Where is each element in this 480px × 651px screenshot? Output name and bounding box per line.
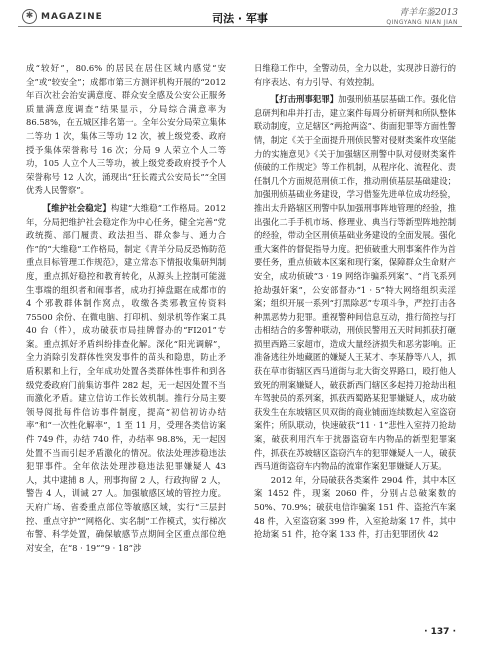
left-column <box>26 62 226 555</box>
publication-header <box>386 5 458 26</box>
section-heading: 【维护社会稳定】 <box>42 202 111 213</box>
right-column <box>254 62 456 542</box>
paragraph-body: 构建“大维稳”工作格局。2012 年，分局把维护社会稳定作为中心任务，健全完善“党政统揽、部门履责、政法担当、群众参与、通力合作”的“大维稳”工作格局，制定《青羊分局反恐怖防范重点目标管理工作规范》，建立常态下情报收集研判制度，重点抓好稳控和教育转化，从源头上控制可能滋生事端的组织者和闹事者，成功打掉盘踞在成都市的 4 个邪教群体制作窝点，收缴各类邪教宣传资料 75500 余份、在微电脑、打印机、刻录机等作案工具 40 台（件），成功破获市局挂牌督办的“FI201”专案。重点抓好矛盾纠纷排查化解。深化“阳光调解”，全力消除引发群体性突发事件的苗头和隐患，防止矛盾积累和上行，全年成功处置各类群体性事件和到各级党委政府门前集访事件 282 起，无一起因处置不当而激化矛盾。建立信访工作长效机制。推行分局主要领导阅批每件信访事件制度，提高“初信初访办结率”和“一次性化解率”，1 至 11 月，受理各类信访案件 749 件，办结 740 件，办结率 98.8%，无一起因处置不当而引起矛盾激化的情况。依法处理涉稳违法犯罪事件。全年依法处理涉稳违法犯罪嫌疑人 43 人，其中逮捕 8 人，刑事拘留 2 人，行政拘留 2 人，警告 4 人，训诫 27 人。加强敏感区域的管控力度。天府广场、省委重点部位等敏感区域，实行“三层封控、重点守护”“网格化、实名制”工作模式，实行梯次布警、科学处置，确保敏感节点期间全区重点部位绝对安全，在“8 · 19”“9 · 18”涉 <box>26 202 226 553</box>
section-paragraph-stability <box>26 202 226 555</box>
header-rule <box>18 26 462 27</box>
paragraph: 成“较好”，80.6% 的居民在居住区域内感觉“安全”或“较安全”；成都市第三方测评机构开展的“2012 年百次社会治安满意度、群众安全感及公安公正服务质量满意度调查”结果显示，分局综合满意率为 86.58%，在五城区排名第一。全年公安分局荣立集体二等功 1 次，集体三等功 12 次，被上级党委、政府授予集体荣誉称号 16 次；分局 9 人荣立个人二等功，105 人立个人三等功，被上级党委政府授予个人荣誉称号 12 人次，涌现出“狂长霞式公安局长”“全国优秀人民警察”。 <box>26 63 226 196</box>
section-title: 司法 · 军事 <box>212 12 268 25</box>
section-heading: 【打击刑事犯罪】 <box>270 94 339 105</box>
paragraph: 日维稳工作中，全警动员，全力以赴，实现涉日游行的有序表达、有力引导、有效控制。 <box>254 63 456 87</box>
page-number: · 137 · <box>424 627 456 637</box>
paragraph: 2012 年，分局破获各类案件 2904 件，其中本区案 1452 件，现案 2060 件，分别占总破案数的 50%、70.9%；破获电信诈骗案 151 件、盗抢汽车案 48 件，入室盗窃案 399 件，入室抢劫案 17 件，其中抢劫案 51 件，抢夺案 133 件，打击犯罪团伙 42 <box>254 474 456 540</box>
publication-title-en: QINGYANG NIAN JIAN <box>386 19 458 26</box>
logo-icon: ✱ <box>22 9 37 24</box>
paragraph-body: 加强刑侦基层基础工作。强化信息研判和串并打击，建立案件每周分析研判和所队整体联动制度，立足辖区“两抢两盗”、街面犯罪等方面性警情，制定《关于全面提升刑侦民警对侵财类案件攻坚能力的实施意见》《关于加强辖区刑警中队对侵财类案件侦破的工作规定》等工作机制，从程序化、流程化、责任制几个方面规范刑侦工作，推动刑侦基层基础建设；加强刑侦基础业务建设，学习借鉴先进单位成功经验，推出太升路辖区刑警中队加强刑事阵地管理的经验，推出强化二手手机市场、修理业、典当行等新型阵地控制的经验，带动全区刑侦基础业务建设的全面发展。强化重大案件的督促指导力度。把侦破重大刑事案件作为首要任务，重点侦破本区案和现行案，保障群众生命财产安全，成功侦破“3 · 19 网络诈骗系列案”、“肖飞系列抢劫强奸案”，公安部督办“1 · 5”特大网络组织卖淫案；组织开展一系列“打黑除恶”专项斗争，严控打击各种黑恶势力犯罪。重视警种间信息互动，推行简控与打击相结合的多警种联动，刑侦民警用五天时间抓获打砸损里西路三家超市，造成大量经济损失和恶劣影响。正准备逃往外地藏匿的嫌疑人王某才、李某静等八人，抓获在草市街辖区西马道街与北大街交界路口，殴打他人致死的刑案嫌疑人，破获新西门辖区多起持刀抢劫出租车驾驶员的系列案，抓获西蜀路某犯罪嫌疑人，成功破获发生在东坡辖区贝双街的商业铺面连续数起入室盗窃案件；所队联动，快速破获“11 · 1”悲性入室持刀抢劫案，破获利用汽车于扰器盗窃车内物品的新型犯罪案件，抓获在苏坡辖区盗窃汽车的犯罪嫌疑人一人，破获西马道街盗窃车内物品的流窜作案犯罪嫌疑人万某。 <box>254 94 457 472</box>
section-paragraph-crime <box>254 93 456 474</box>
logo-text: MAGAZINE <box>41 11 103 22</box>
publication-title: 青羊年鉴2013 <box>399 8 458 18</box>
